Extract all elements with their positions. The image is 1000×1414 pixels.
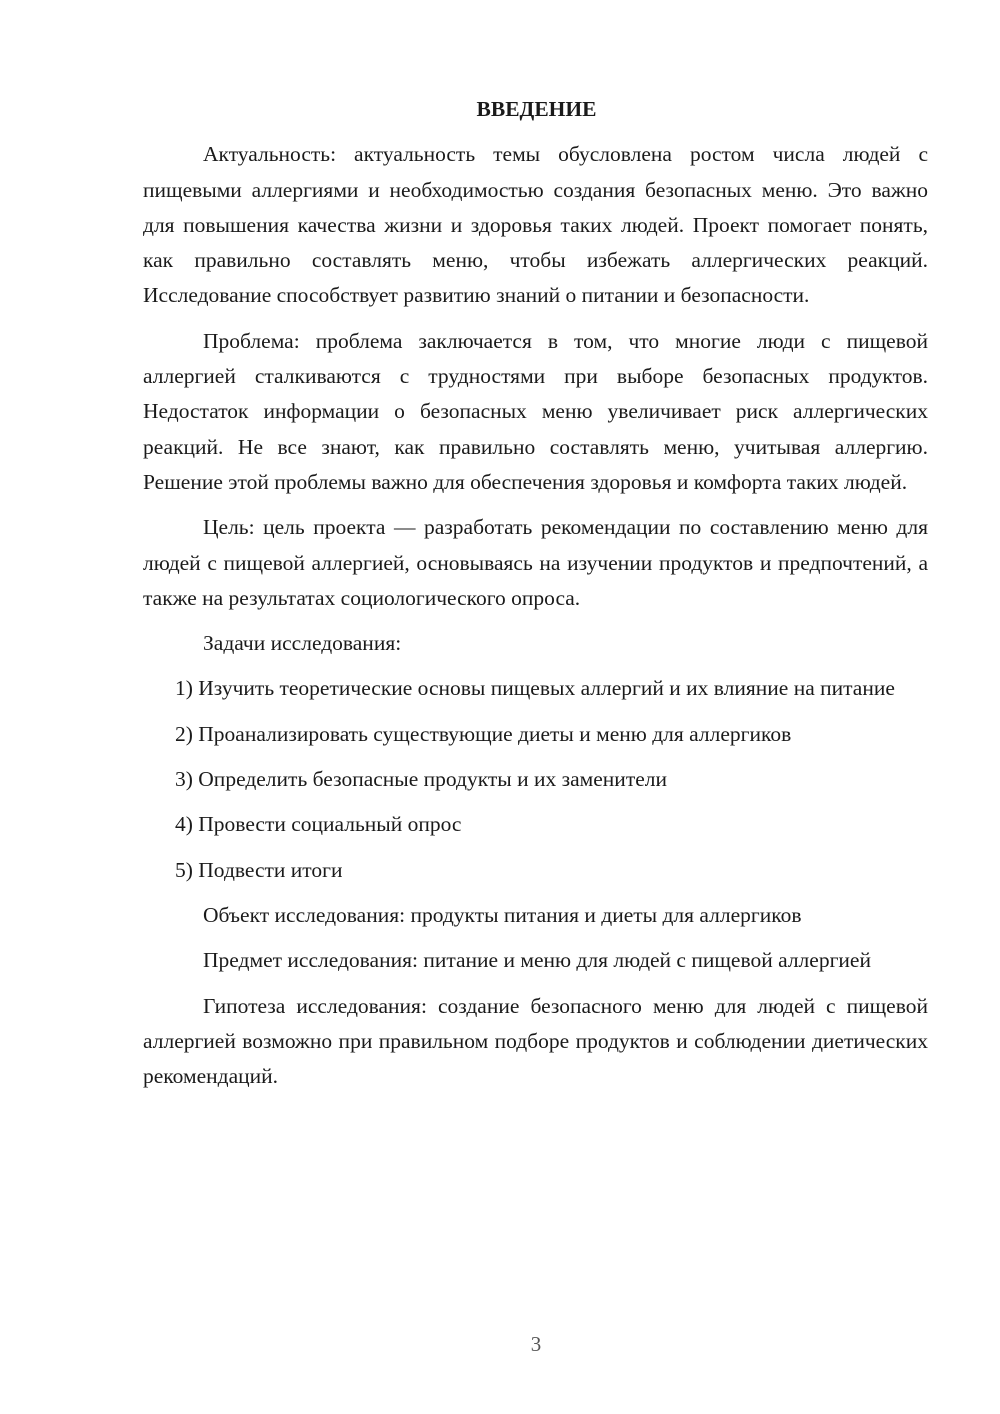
task-item-3: 3) Определить безопасные продукты и их заменители [175,767,667,792]
task-item-4: 4) Провести социальный опрос [175,812,462,837]
problem-paragraph: Проблема: проблема заключается в том, что многие люди с пищевой аллергией сталкиваются с трудностями при выборе безопасных продуктов. Недостаток информации о безопасных меню увеличивает риск аллергических реакций. Не все знают, как правильно составлять меню, учитывая аллергию. Решение этой проблемы важно для обеспечения здоровья и комфорта таких людей. [143,328,928,494]
relevance-paragraph: Актуальность: актуальность темы обусловлена ростом числа людей с пищевыми аллергиями и необходимостью создания безопасных меню. Это важно для повышения качества жизни и здоровья таких людей. Проект помогает понять, как правильно составлять меню, чтобы избежать аллергических реакций. Исследование способствует развитию знаний о питании и безопасности. [143,142,928,308]
subject-paragraph: Предмет исследования: питание и меню для людей с пищевой аллергией [203,948,871,973]
document-page [143,92,928,1104]
page-number: 3 [530,1332,542,1356]
task-item-5: 5) Подвести итоги [175,857,343,882]
task-item-2: 2) Проанализировать существующие диеты и меню для аллергиков [175,721,792,746]
hypothesis-paragraph: Гипотеза исследования: создание безопасного меню для людей с пищевой аллергией возможно при правильном подборе продуктов и соблюдении диетических рекомендаций. [143,993,928,1089]
object-paragraph: Объект исследования: продукты питания и диеты для аллергиков [203,902,802,927]
page-title: ВВЕДЕНИЕ [476,97,597,121]
tasks-title: Задачи исследования: [203,631,402,656]
task-item-1: 1) Изучить теоретические основы пищевых аллергий и их влияние на питание [175,676,895,701]
goal-paragraph: Цель: цель проекта — разработать рекомендации по составлению меню для людей с пищевой аллергией, основываясь на изучении продуктов и предпочтений, а также на результатах социологического опроса. [143,515,928,610]
